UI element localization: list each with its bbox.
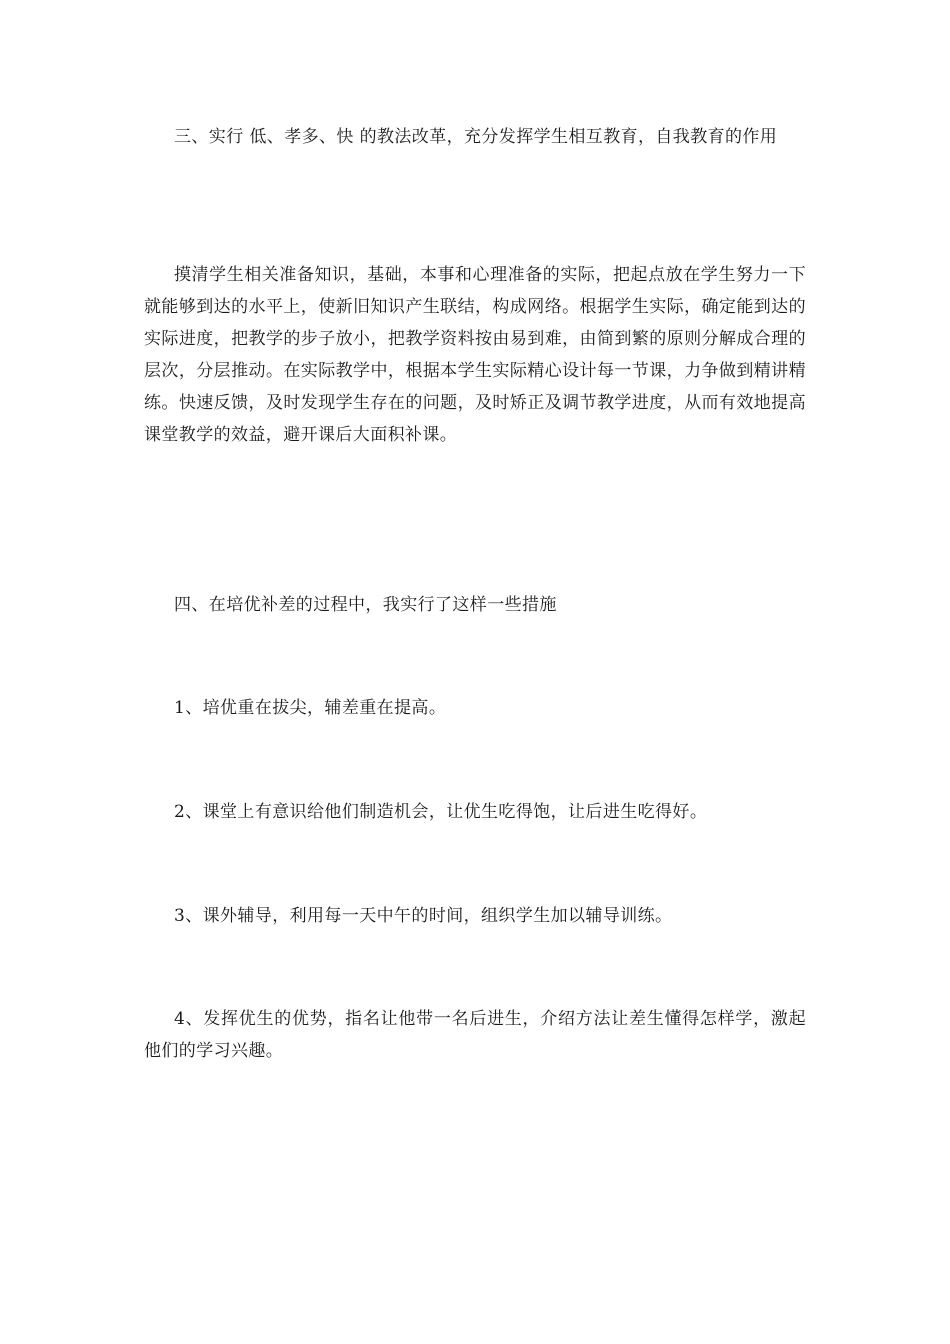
section-3-body-paragraph: 摸清学生相关准备知识，基础，本事和心理准备的实际，把起点放在学生努力一下就能够到达的水平上，使新旧知识产生联结，构成网络。根据学生实际，确定能到达的实际进度，把教学的步子放小，把教学资料按由易到难，由简到繁的原则分解成合理的层次，分层推动。在实际教学中，根据本学生实际精心设计每一节课，力争做到精讲精练。快速反馈，及时发现学生存在的问题，及时矫正及调节教学进度，从而有效地提高课堂教学的效益，避开课后大面积补课。 xyxy=(144,265,806,445)
measure-item-2: 2、课堂上有意识给他们制造机会，让优生吃得饱，让后进生吃得好。 xyxy=(174,802,708,822)
measure-item-3: 3、课外辅导，利用每一天中午的时间，组织学生加以辅导训练。 xyxy=(174,906,673,926)
measure-item-4: 4、发挥优生的优势，指名让他带一名后进生，介绍方法让差生懂得怎样学，激起他们的学习兴趣。 xyxy=(144,1009,806,1061)
measure-item-1: 1、培优重在拔尖，辅差重在提高。 xyxy=(174,698,447,718)
section-3-heading: 三、实行 低、孝多、快 的教法改革，充分发挥学生相互教育，自我教育的作用 xyxy=(174,127,778,147)
section-4-heading: 四、在培优补差的过程中，我实行了这样一些措施 xyxy=(174,595,557,615)
